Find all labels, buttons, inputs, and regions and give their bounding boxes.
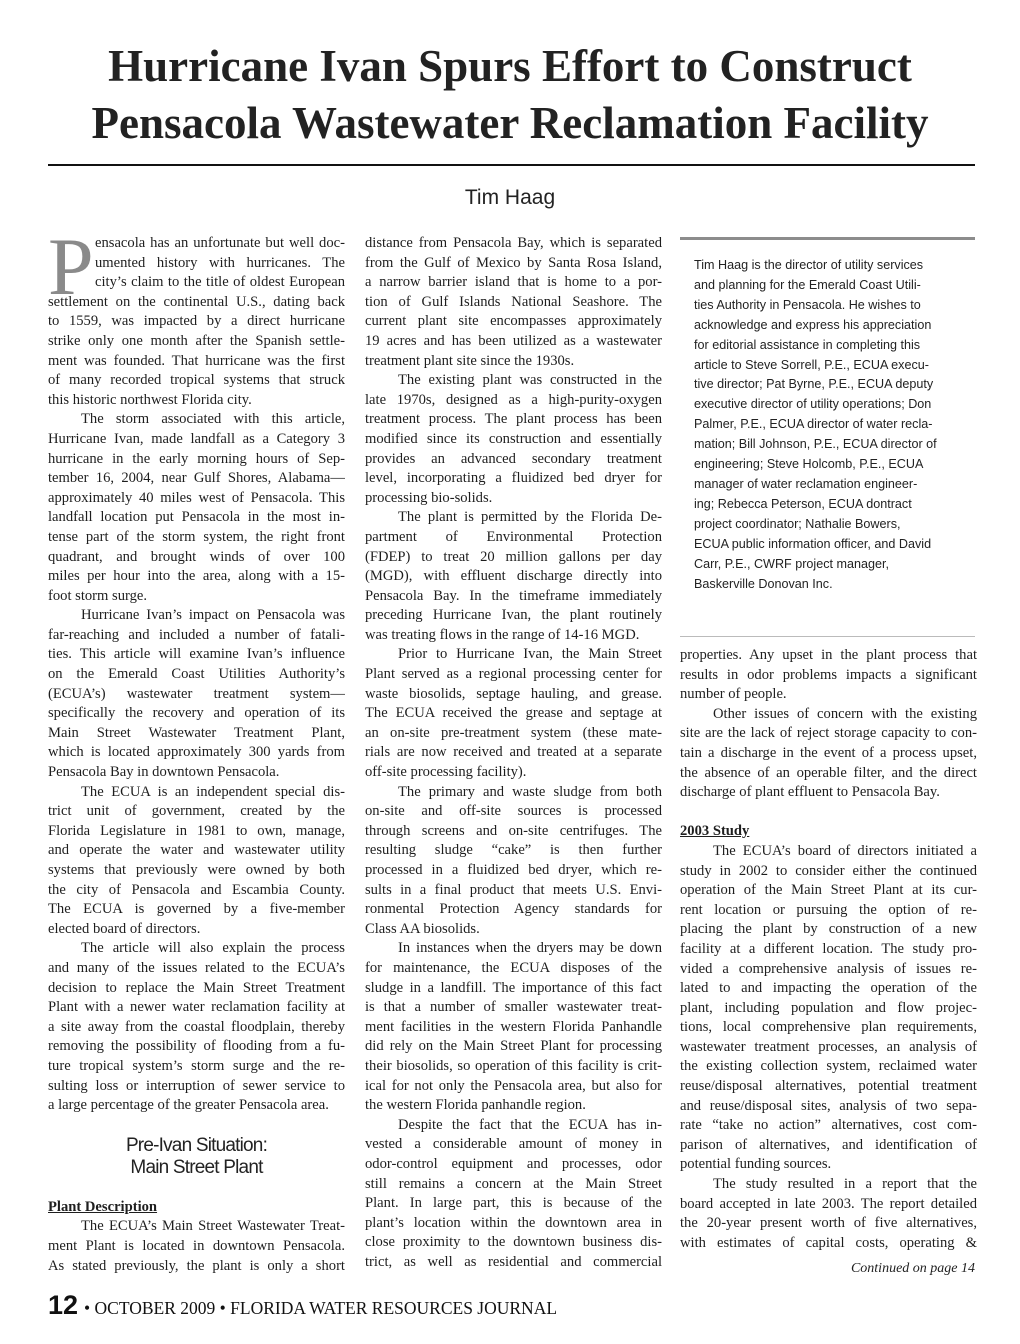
text-line: Florida Legislature in 1981 to own, manage,: [48, 822, 345, 839]
paragraph: [365, 1116, 662, 1273]
sidebar-line: acknowledge and express his appreciation: [694, 317, 932, 332]
text-line: site are the lack of reject storage capacity to con-: [680, 725, 977, 742]
text-line: vested a considerable amount of money in: [365, 1136, 662, 1153]
text-line: The storm associated with this article,: [81, 411, 345, 428]
text-line: and reuse/disposal sites, analysis of two sepa-: [680, 1097, 977, 1114]
text-line: wastewater treatment processes, an analysis of: [680, 1038, 977, 1055]
text-line: their biosolids, so operation of this facility is crit-: [365, 1057, 662, 1074]
text-line: odor-control equipment and processes, odor: [365, 1155, 662, 1172]
text-line: of many recorded tropical systems that struck: [48, 372, 345, 389]
text-line: The ECUA’s board of directors initiated a: [713, 842, 977, 859]
paragraph: [48, 783, 345, 940]
text-line: level, incorporating a fluidized bed dryer for: [365, 470, 662, 487]
text-line: ture tropical system’s storm surge and the re-: [48, 1057, 345, 1074]
text-line: discharge of plant effluent to Pensacola Bay.: [680, 784, 940, 801]
text-line: ment was founded. That hurricane was the first: [48, 352, 345, 369]
text-line: Other issues of concern with the existing: [713, 705, 977, 722]
text-line: still remains a concern at the Main Street: [365, 1175, 662, 1192]
text-line: results in odor problems impacts a significant: [680, 666, 977, 683]
text-line: with estimates of capital costs, operating &: [680, 1234, 977, 1251]
sidebar-line: ties Authority in Pensacola. He wishes to: [694, 297, 921, 312]
text-line: hurricane in the early morning hours of Sep-: [48, 450, 345, 467]
text-line: far-reaching and included a number of fatali-: [48, 626, 345, 643]
text-line: strike only one month after the Spanish settle-: [48, 332, 345, 349]
text-line: sults in a final product that meets U.S. Envi-: [365, 881, 662, 898]
text-line: did rely on the Main Street Plant for processing: [365, 1038, 662, 1055]
column-1: [48, 221, 345, 1276]
text-line: tense part of the storm system, the right front: [48, 528, 345, 545]
text-line: number of people.: [680, 686, 787, 703]
text-line: specifically the recovery and operation of its: [48, 705, 345, 722]
paragraph: [365, 783, 662, 940]
drop-cap: P: [48, 221, 94, 312]
text-line: vided a comprehensive analysis of issues re-: [680, 960, 977, 977]
text-line: ment facilities in the western Florida Panhandle: [365, 1018, 662, 1035]
text-line: off-site processing facility).: [365, 764, 527, 781]
page-footer: [48, 1290, 557, 1321]
text-line: Class AA biosolids.: [365, 920, 480, 937]
text-line: on the Emerald Coast Utilities Authority’s: [48, 666, 345, 683]
paragraph: [365, 939, 662, 1115]
section-heading: [48, 1135, 345, 1179]
text-line: current plant site encompasses approximately: [365, 313, 662, 330]
text-line: The ECUA is an independent special dis-: [81, 783, 345, 800]
column-3: [680, 646, 977, 1253]
text-line: Plant. In large part, this is because of the: [365, 1195, 662, 1212]
text-line: treatment process. The plant process has been: [365, 411, 662, 428]
text-line: through screens and on-site centrifuges. The: [365, 822, 662, 839]
paragraph: [48, 410, 345, 606]
text-line: close proximity to the downtown business dis-: [365, 1234, 662, 1251]
paragraph: [680, 705, 977, 803]
text-line: trict unit of government, created by the: [48, 803, 345, 820]
subheading: Plant Description: [48, 1198, 158, 1215]
text-line: Prior to Hurricane Ivan, the Main Street: [398, 646, 662, 663]
column-2: [365, 234, 662, 1272]
paragraph: [48, 1217, 345, 1276]
sidebar-line: for editorial assistance in completing this: [694, 337, 921, 352]
page-number: 12: [48, 1290, 79, 1320]
text-line: tember 16, 2004, near Gulf Shores, Alabama—: [48, 470, 345, 487]
text-line: modified since its construction and essentially: [365, 430, 662, 447]
text-line: an on-site pre-treatment system (these mate-: [365, 724, 662, 741]
text-line: on-site and off-site sources is processed: [365, 803, 662, 820]
sidebar-line: Tim Haag is the director of utility services: [694, 258, 924, 272]
text-line: As stated previously, the plant is only a short: [48, 1257, 345, 1274]
paragraph: [680, 646, 977, 705]
text-line: the city of Pensacola and Escambia County.: [48, 881, 345, 898]
text-line: tions, local comprehensive plan requirements,: [680, 1019, 977, 1036]
text-line: The study resulted in a report that the: [713, 1176, 977, 1193]
paragraph: [680, 1175, 977, 1253]
sidebar-line: Baskerville Donovan Inc.: [694, 576, 833, 591]
sidebar-line: and planning for the Emerald Coast Utili-: [694, 277, 921, 292]
text-line: the absence of an operable filter, and the direct: [680, 764, 977, 781]
text-line: reuse/disposal alternatives, potential treatment: [680, 1078, 977, 1095]
paragraph: [680, 842, 977, 1175]
sidebar-line: manager of water reclamation engineer-: [694, 476, 918, 491]
text-line: Pensacola Bay. In the timeframe immediately: [365, 587, 662, 604]
text-line: umented history with hurricanes. The: [95, 254, 345, 271]
author-bio-sidebar: [680, 237, 975, 637]
paragraph: [48, 939, 345, 1115]
text-line: (FDEP) to treat 20 million gallons per day: [365, 548, 662, 565]
text-line: the existing collection system, reclaimed water: [680, 1058, 977, 1075]
text-line: Plant with a newer water reclamation facility at: [48, 999, 345, 1016]
text-line: (ECUA’s) wastewater treatment system—: [48, 685, 345, 702]
section-heading-line: Main Street Plant: [130, 1156, 263, 1178]
text-line: landfall location put Pensacola in the most in-: [48, 509, 345, 526]
text-line: waste biosolids, septage hauling, and grease.: [365, 685, 662, 702]
text-line: systems that previously were owned by both: [48, 862, 345, 878]
article-title-line: Pensacola Wastewater Reclamation Facility: [91, 98, 929, 148]
text-line: for maintenance, the ECUA disposes of the: [365, 959, 662, 976]
text-line: treatment plant site since the 1930s.: [365, 352, 575, 369]
publication-line: • OCTOBER 2009 • FLORIDA WATER RESOURCES JOURNAL: [84, 1298, 558, 1318]
paragraph: [365, 371, 662, 508]
article-title: [0, 38, 1020, 152]
text-line: resulting sludge “cake” is then further: [365, 842, 662, 859]
article-title-line: Hurricane Ivan Spurs Effort to Construct: [108, 41, 912, 91]
text-line: 19 acres and has been utilized as a wastewater: [365, 332, 662, 349]
text-line: a large percentage of the greater Pensacola area.: [48, 1097, 329, 1114]
text-line: Main Street Wastewater Treatment Plant,: [48, 724, 345, 741]
text-line: a narrow barrier island that is home to a por-: [365, 274, 662, 291]
text-line: Hurricane Ivan’s impact on Pensacola was: [81, 607, 345, 624]
author-bio-text: [680, 240, 975, 594]
sidebar-line: executive director of utility operations; Don: [694, 397, 932, 412]
text-line: plant, including population and flow projec-: [680, 999, 977, 1016]
text-line: sulting loss or interruption of sewer service to: [48, 1077, 345, 1094]
text-line: ensacola has an unfortunate but well doc-: [95, 235, 345, 251]
text-line: The existing plant was constructed in the: [398, 372, 662, 389]
text-line: The ECUA’s Main Street Wastewater Treat-: [81, 1218, 345, 1235]
text-line: In instances when the dryers may be down: [398, 940, 662, 957]
text-line: provides an advanced secondary treatment: [365, 450, 662, 467]
sidebar-line: Carr, P.E., CWRF project manager,: [694, 556, 890, 571]
text-line: The ECUA is governed by a five-member: [48, 901, 345, 918]
text-line: ment Plant is located in downtown Pensacola.: [48, 1237, 345, 1254]
text-line: miles per hour into the area, along with a 15-: [48, 568, 345, 585]
text-line: The article will also explain the process: [81, 940, 345, 957]
sidebar-line: project coordinator; Nathalie Bowers,: [694, 516, 901, 531]
text-line: a site away from the coastal floodplain, thereby: [48, 1018, 345, 1035]
text-line: sludge in a landfill. The importance of this fact: [365, 979, 662, 996]
text-line: decision to replace the Main Street Treatment: [48, 979, 345, 996]
text-line: properties. Any upset in the plant process that: [680, 647, 977, 663]
paragraph: [365, 234, 662, 371]
text-line: parison of alternatives, and identification of: [680, 1136, 977, 1153]
text-line: this historic northwest Florida city.: [48, 391, 252, 408]
sidebar-line: engineering; Steve Holcomb, P.E., ECUA: [694, 457, 924, 472]
text-line: (MGD), with effluent discharge directly into: [365, 568, 662, 585]
text-line: elected board of directors.: [48, 920, 201, 937]
text-line: foot storm surge.: [48, 587, 148, 604]
sidebar-line: ing; Rebecca Peterson, ECUA dontract: [694, 496, 912, 511]
text-line: tain a discharge in the event of a process upset,: [680, 744, 977, 761]
text-line: and operate the water and wastewater utility: [48, 842, 345, 859]
text-line: ronmental Protection Agency standards for: [365, 901, 662, 918]
text-line: ties. This article will examine Ivan’s influence: [48, 646, 345, 663]
author-byline: Tim Haag: [464, 186, 556, 209]
text-line: is that a number of smaller wastewater treat-: [365, 999, 662, 1016]
text-line: operation of the Main Street Plant at its cur-: [680, 882, 977, 899]
section-heading-line: Pre-Ivan Situation:: [125, 1134, 268, 1156]
paragraph: [48, 606, 345, 782]
text-line: processing bio-solids.: [365, 489, 493, 506]
text-line: the western Florida panhandle region.: [365, 1097, 586, 1114]
text-line: plant’s location within the downtown area in: [365, 1214, 662, 1231]
subheading: 2003 Study: [680, 823, 750, 840]
text-line: approximately 40 miles west of Pensacola. This: [48, 489, 345, 506]
sidebar-line: article to Steve Sorrell, P.E., ECUA execu-: [694, 357, 929, 372]
text-line: tion of Gulf Islands National Seashore. The: [365, 293, 662, 310]
text-line: rials are now received and treated at a separate: [365, 744, 662, 761]
text-line: the 20-year present worth of five alternatives,: [680, 1215, 977, 1232]
text-line: processed in a fluidized bed dryer, which re-: [365, 862, 662, 878]
text-line: lated to and impacting the operation of the: [680, 980, 977, 997]
text-line: Pensacola Bay in downtown Pensacola.: [48, 764, 280, 781]
text-line: late 1970s, designed as a high-purity-oxygen: [365, 391, 662, 408]
text-line: which is located approximately 300 yards from: [48, 744, 345, 761]
paragraph: [365, 508, 662, 645]
text-line: settlement on the continental U.S., dating back: [48, 293, 345, 310]
text-line: removing the possibility of flooding from a fu-: [48, 1038, 345, 1055]
text-line: rate “take no action” alternatives, cost com-: [680, 1117, 977, 1134]
text-line: from the Gulf of Mexico by Santa Rosa Island,: [365, 254, 662, 271]
text-line: was treating flows in the range of 14-16 MGD.: [365, 626, 640, 643]
text-line: The plant is permitted by the Florida De-: [398, 509, 662, 526]
continued-note: Continued on page 14: [850, 1261, 975, 1276]
sidebar-line: Palmer, P.E., ECUA director of water recla-: [694, 417, 933, 432]
sidebar-line: tive director; Pat Byrne, P.E., ECUA deputy: [694, 377, 934, 392]
text-line: potential funding sources.: [680, 1156, 832, 1173]
text-line: to 1559, was impacted by a direct hurricane: [48, 313, 345, 330]
text-line: study in 2002 to consider either the continued: [680, 862, 977, 879]
text-line: and many of the issues related to the ECUA’s: [48, 959, 345, 976]
text-line: distance from Pensacola Bay, which is separated: [365, 235, 662, 251]
paragraph: [365, 645, 662, 782]
text-line: Plant served as a regional processing center for: [365, 666, 662, 683]
text-line: Despite the fact that the ECUA has in-: [398, 1116, 662, 1133]
sidebar-line: mation; Bill Johnson, P.E., ECUA director of: [694, 437, 937, 452]
text-line: quadrant, and brought winds of over 100: [48, 548, 345, 565]
text-line: trict, as well as residential and commercial: [365, 1253, 662, 1270]
text-line: preceding Hurricane Ivan, the plant routinely: [365, 607, 662, 624]
text-line: The ECUA received the grease and septage at: [365, 705, 662, 722]
sidebar-line: ECUA public information officer, and David: [694, 536, 932, 551]
text-line: ical for not only the Pensacola area, but also for: [365, 1077, 662, 1094]
text-line: rent location or pursuing the option of re-: [680, 901, 977, 918]
title-divider: [48, 164, 975, 166]
text-line: Hurricane Ivan, made landfall as a Category 3: [48, 430, 345, 447]
text-line: partment of Environmental Protection: [365, 528, 662, 545]
text-line: board accepted in late 2003. The report detailed: [680, 1195, 977, 1212]
text-line: facility at a different location. The study pro-: [680, 940, 977, 957]
text-line: city’s claim to the title of oldest European: [95, 274, 345, 291]
text-line: The primary and waste sludge from both: [398, 783, 662, 800]
text-line: placing the plant by construction of a new: [680, 921, 977, 938]
